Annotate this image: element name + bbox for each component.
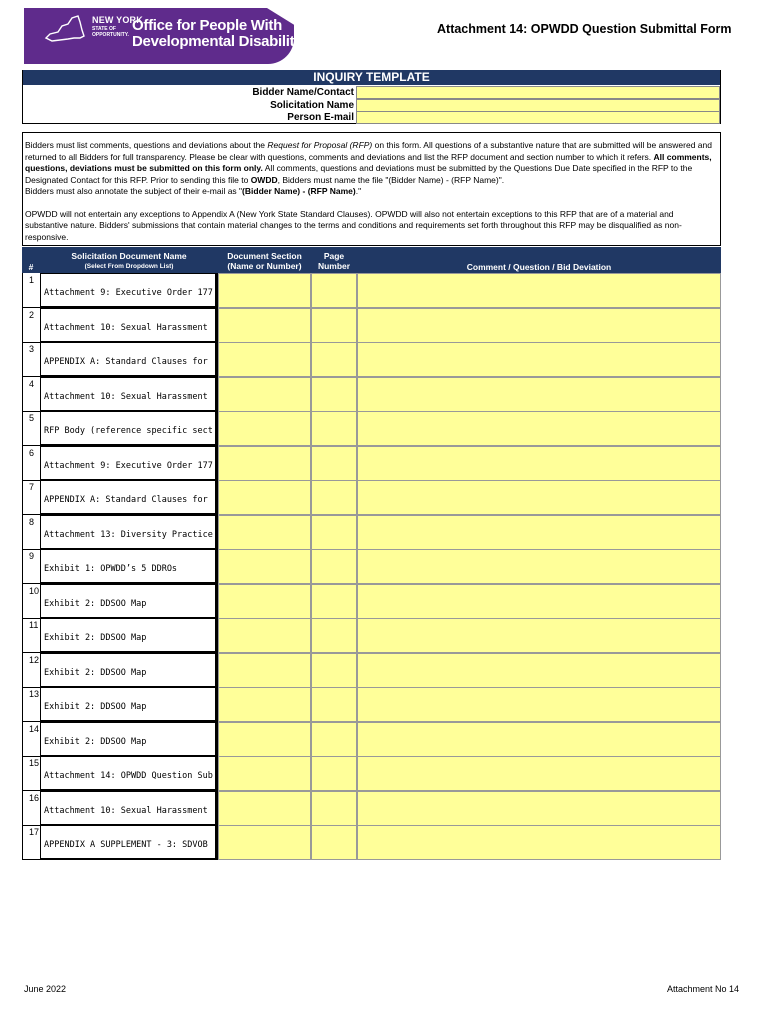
logo-office-line1: Office for People With — [132, 17, 282, 34]
comment-cell[interactable] — [357, 618, 721, 653]
document-name-dropdown[interactable]: Exhibit 2: DDSOO Map — [40, 722, 218, 757]
table-row — [22, 618, 721, 653]
document-name-dropdown[interactable]: Attachment 10: Sexual Harassment — [40, 791, 218, 826]
table-row — [22, 342, 721, 377]
person-email-label: Person E-mail — [287, 112, 354, 123]
comment-cell[interactable] — [357, 825, 721, 860]
page-number-cell[interactable] — [311, 584, 357, 619]
comment-cell[interactable] — [357, 756, 721, 791]
document-name-dropdown[interactable]: Exhibit 2: DDSOO Map — [40, 687, 218, 722]
document-name-dropdown[interactable]: Exhibit 2: DDSOO Map — [40, 653, 218, 688]
inquiry-banner: INQUIRY TEMPLATE — [23, 70, 720, 85]
row-number: 4 — [22, 377, 40, 412]
row-number: 15 — [22, 756, 40, 791]
instr-text: , Bidders must name the file "(Bidder Name) - (RFP Name)". — [277, 174, 505, 185]
document-name-dropdown[interactable]: APPENDIX A: Standard Clauses for — [40, 342, 218, 377]
document-name-dropdown[interactable]: APPENDIX A SUPPLEMENT - 3: SDVOB — [40, 825, 218, 860]
col-header-page: Page Number — [317, 251, 351, 271]
comment-cell[interactable] — [357, 308, 721, 343]
page-number-cell[interactable] — [311, 480, 357, 515]
document-name-dropdown[interactable]: Exhibit 2: DDSOO Map — [40, 584, 218, 619]
document-name-dropdown[interactable]: Attachment 9: Executive Order 177 — [40, 446, 218, 481]
document-section-cell[interactable] — [218, 549, 311, 584]
row-number: 12 — [22, 653, 40, 688]
document-section-cell[interactable] — [218, 446, 311, 481]
table-row — [22, 446, 721, 481]
document-section-cell[interactable] — [218, 653, 311, 688]
document-section-cell[interactable] — [218, 342, 311, 377]
row-number: 5 — [22, 411, 40, 446]
footer-attachment-no: Attachment No 14 — [667, 984, 740, 994]
comment-cell[interactable] — [357, 342, 721, 377]
row-number: 16 — [22, 791, 40, 826]
comment-cell[interactable] — [357, 584, 721, 619]
instr-text: All comments, questions and deviations must be submitted by the Questions Due Date specified in the RFP to the Designated Contact for this RFP. Prior to sending this file to — [25, 163, 693, 185]
instructions-paragraph-2: OPWDD will not entertain any exceptions to Appendix A (New York State Standard Clauses). OPWDD will also not entertain exceptions to this RFP that are of a material and substantive nature. Bidders' submissions that contain material changes to the terms and conditions and requirements set forth throughout this RFP may be disqualified as non-responsive. — [25, 208, 682, 242]
page-number-cell[interactable] — [311, 342, 357, 377]
document-section-cell[interactable] — [218, 722, 311, 757]
row-number: 7 — [22, 480, 40, 515]
page-number-cell[interactable] — [311, 687, 357, 722]
page-number-cell[interactable] — [311, 273, 357, 308]
table-row — [22, 480, 721, 515]
table-row — [22, 653, 721, 688]
instr-text: Bidders must list comments, questions and deviations about the — [25, 140, 268, 150]
document-name-dropdown[interactable]: Exhibit 2: DDSOO Map — [40, 618, 218, 653]
document-section-cell[interactable] — [218, 584, 311, 619]
col-header-num: # — [28, 262, 34, 272]
bidder-name-field[interactable] — [356, 86, 720, 99]
solicitation-name-label: Solicitation Name — [270, 100, 354, 111]
comment-cell[interactable] — [357, 549, 721, 584]
row-number: 13 — [22, 687, 40, 722]
page-number-cell[interactable] — [311, 825, 357, 860]
logo-office-name — [132, 18, 314, 50]
document-section-cell[interactable] — [218, 515, 311, 550]
comment-cell[interactable] — [357, 273, 721, 308]
comment-cell[interactable] — [357, 722, 721, 757]
logo-office-line2: Developmental Disabilities — [132, 33, 315, 50]
table-row — [22, 756, 721, 791]
document-section-cell[interactable] — [218, 687, 311, 722]
instructions-paragraph-1 — [25, 140, 718, 198]
comment-cell[interactable] — [357, 653, 721, 688]
document-section-cell[interactable] — [218, 756, 311, 791]
comment-cell[interactable] — [357, 687, 721, 722]
table-row — [22, 515, 721, 550]
document-section-cell[interactable] — [218, 825, 311, 860]
table-header — [22, 247, 721, 273]
table-row — [22, 791, 721, 826]
document-name-dropdown[interactable]: Exhibit 1: OPWDD’s 5 DDROs — [40, 549, 218, 584]
table-row — [22, 549, 721, 584]
col-header-doc-sub: (Select From Dropdown List) — [84, 263, 174, 270]
document-title: Attachment 14: OPWDD Question Submittal Form — [437, 22, 732, 36]
page-number-cell[interactable] — [311, 411, 357, 446]
col-header-comment: Comment / Question / Bid Deviation — [466, 262, 612, 272]
document-section-cell[interactable] — [218, 308, 311, 343]
document-name-dropdown[interactable]: Attachment 13: Diversity Practice — [40, 515, 218, 550]
comment-cell[interactable] — [357, 377, 721, 412]
page-number-cell[interactable] — [311, 756, 357, 791]
table-row — [22, 411, 721, 446]
document-section-cell[interactable] — [218, 791, 311, 826]
row-number: 3 — [22, 342, 40, 377]
instructions — [22, 132, 721, 246]
row-number: 1 — [22, 273, 40, 308]
comment-cell[interactable] — [357, 411, 721, 446]
logo-ny-text: NEW YORK — [92, 15, 143, 25]
document-section-cell[interactable] — [218, 618, 311, 653]
comment-cell[interactable] — [357, 446, 721, 481]
row-number: 2 — [22, 308, 40, 343]
instr-text: ." — [355, 186, 362, 196]
instr-bold: OWDD — [250, 174, 278, 185]
instr-bold: (Bidder Name) - (RFP Name) — [242, 186, 356, 196]
page-number-cell[interactable] — [311, 308, 357, 343]
row-number: 8 — [22, 515, 40, 550]
document-name-dropdown[interactable]: RFP Body (reference specific sect — [40, 411, 218, 446]
comment-cell[interactable] — [357, 791, 721, 826]
table-row — [22, 273, 721, 308]
col-header-section: Document Section (Name or Number) — [227, 251, 302, 271]
row-number: 11 — [22, 618, 40, 653]
instr-italic: Request for Proposal (RFP) — [267, 140, 373, 150]
page-number-cell[interactable] — [311, 791, 357, 826]
comment-cell[interactable] — [357, 480, 721, 515]
document-section-cell[interactable] — [218, 411, 311, 446]
footer-date: June 2022 — [24, 984, 67, 994]
document-section-cell[interactable] — [218, 480, 311, 515]
document-name-dropdown[interactable]: Attachment 10: Sexual Harassment — [40, 377, 218, 412]
row-number: 6 — [22, 446, 40, 481]
page-number-cell[interactable] — [311, 446, 357, 481]
page-number-cell[interactable] — [311, 377, 357, 412]
logo-tagline: STATE OF OPPORTUNITY. — [92, 26, 129, 38]
col-header-doc: Solicitation Document Name — [71, 251, 187, 261]
table-row — [22, 377, 721, 412]
document-name-dropdown[interactable]: Attachment 14: OPWDD Question Sub — [40, 756, 218, 791]
instr-bold: All comments, questions, deviations must be submitted on this form only. — [25, 151, 712, 173]
row-number: 14 — [22, 722, 40, 757]
ny-state-map-icon — [44, 14, 88, 44]
page-number-cell[interactable] — [311, 515, 357, 550]
document-name-dropdown[interactable]: APPENDIX A: Standard Clauses for — [40, 480, 218, 515]
page-number-cell[interactable] — [311, 722, 357, 757]
table-row — [22, 687, 721, 722]
table-row — [22, 584, 721, 619]
person-email-field[interactable] — [356, 111, 720, 124]
document-section-cell[interactable] — [218, 273, 311, 308]
page-number-cell[interactable] — [311, 653, 357, 688]
instr-text: on this form. All questions of a substantive nature that are submitted will be answered and returned to all Bidders for full transparency. Please be clear with questions, comments and deviations and list the RFP document and section number to which it refers. — [25, 140, 712, 162]
row-number: 9 — [22, 549, 40, 584]
document-name-dropdown[interactable]: Attachment 10: Sexual Harassment — [40, 308, 218, 343]
table-row — [22, 722, 721, 757]
instr-text: Bidders must also annotate the subject of their e-mail as " — [25, 186, 243, 196]
comment-cell[interactable] — [357, 515, 721, 550]
page-number-cell[interactable] — [311, 549, 357, 584]
bidder-name-label: Bidder Name/Contact — [252, 87, 354, 98]
document-name-dropdown[interactable]: Attachment 9: Executive Order 177 — [40, 273, 218, 308]
document-section-cell[interactable] — [218, 377, 311, 412]
table-row — [22, 825, 721, 860]
row-number: 10 — [22, 584, 40, 619]
table-row — [22, 308, 721, 343]
page-number-cell[interactable] — [311, 618, 357, 653]
row-number: 17 — [22, 825, 40, 860]
